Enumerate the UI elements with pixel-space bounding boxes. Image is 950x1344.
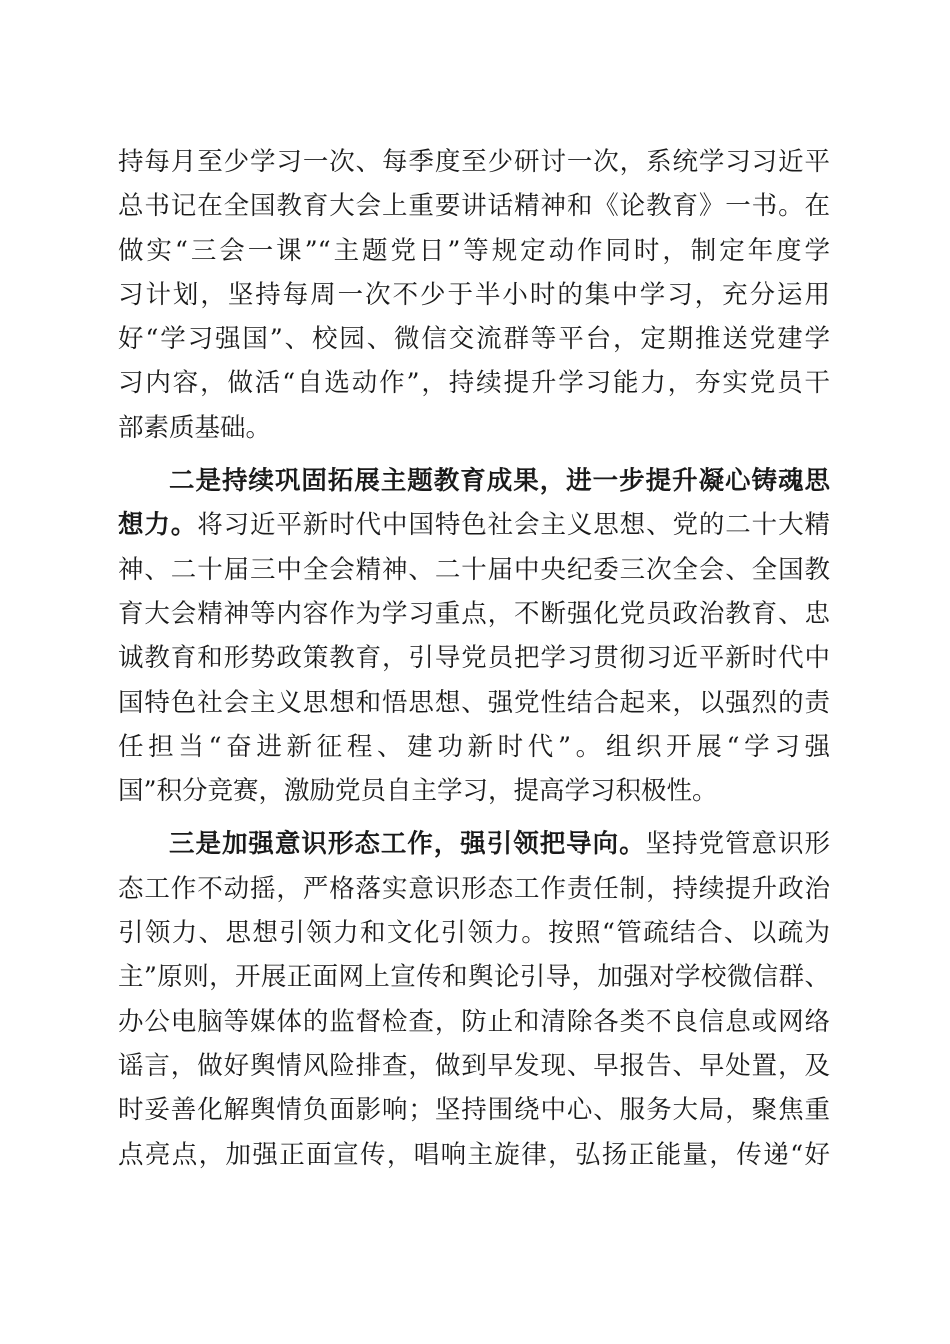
text-line: 诚教育和形势政策教育，引导党员把学习贯彻习近平新时代中	[118, 643, 830, 674]
text-line: 主”原则，开展正面网上宣传和舆论引导，加强对学校微信群、	[118, 962, 830, 993]
text-line: 做实“三会一课”“主题党日”等规定动作同时，制定年度学	[118, 235, 830, 266]
text-line: 任担当“奋进新征程、建功新时代”。组织开展“学习强	[118, 731, 830, 762]
text-line: 点亮点，加强正面宣传，唱响主旋律，弘扬正能量，传递“好	[118, 1139, 830, 1170]
text-line: 持每月至少学习一次、每季度至少研讨一次，系统学习习近平	[118, 147, 830, 177]
paragraph-3-lead-heading: 三是加强意识形态工作，强引领把导向。	[169, 829, 646, 860]
text-line: 神、二十届三中全会精神、二十届中央纪委三次全会、全国教	[118, 554, 830, 585]
text-line: 习计划，坚持每周一次不少于半小时的集中学习，充分运用	[118, 279, 830, 310]
paragraph-1	[118, 140, 830, 450]
text-line: 好“学习强国”、校园、微信交流群等平台，定期推送党建学	[118, 324, 830, 355]
text-line: 习内容，做活“自选动作”，持续提升学习能力，夯实党员干	[118, 368, 830, 399]
paragraph-2-lead-tail: 想力。	[118, 510, 198, 541]
text-line: 引领力、思想引领力和文化引领力。按照“管疏结合、以疏为	[118, 918, 830, 949]
text-line: 态工作不动摇，严格落实意识形态工作责任制，持续提升政治	[118, 873, 830, 904]
text-line	[118, 822, 830, 866]
text-line: 国”积分竞赛，激励党员自主学习，提高学习积极性。	[118, 776, 718, 807]
paragraph-2	[118, 459, 830, 813]
text-line: 谣言，做好舆情风险排查，做到早发现、早报告、早处置，及	[118, 1050, 830, 1081]
document-body	[118, 140, 830, 1177]
text-line: 总书记在全国教育大会上重要讲话精神和《论教育》一书。在	[118, 191, 830, 222]
text-line	[118, 503, 830, 547]
paragraph-2-lead-heading: 二是持续巩固拓展主题教育成果，进一步提升凝心铸魂思	[169, 466, 830, 497]
text-line: 时妥善化解舆情负面影响；坚持围绕中心、服务大局，聚焦重	[118, 1095, 830, 1126]
text-line: 育大会精神等内容作为学习重点，不断强化党员政治教育、忠	[118, 598, 830, 629]
paragraph-3	[118, 822, 830, 1176]
text-line: 国特色社会主义思想和悟思想、强党性结合起来，以强烈的责	[118, 687, 830, 718]
paragraph-2-line-2-text: 将习近平新时代中国特色社会主义思想、党的二十大精	[197, 510, 830, 541]
text-line: 部素质基础。	[118, 412, 272, 443]
paragraph-3-line-1-text: 坚持党管意识形	[645, 829, 830, 860]
text-line: 办公电脑等媒体的监督检查，防止和清除各类不良信息或网络	[118, 1006, 830, 1037]
